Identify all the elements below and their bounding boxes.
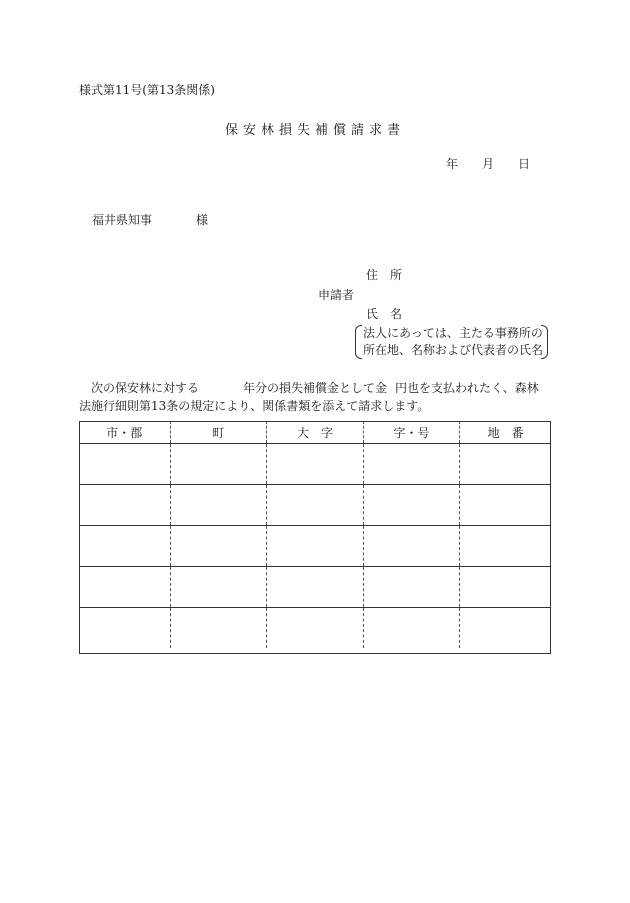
table-cell (79, 526, 170, 567)
table-row (79, 444, 551, 485)
header-aza-number: 字・号 (363, 421, 460, 444)
table-cell (170, 567, 267, 608)
left-bracket (355, 325, 362, 359)
table-cell (79, 608, 170, 649)
table-cell (170, 485, 267, 526)
table-cell (267, 567, 364, 608)
table-cell (363, 567, 460, 608)
corporation-note (355, 325, 548, 359)
header-oaza: 大 字 (267, 421, 364, 444)
header-city-county: 市・郡 (79, 421, 170, 444)
body-text-line-2: 法施行細則第13条の規定により、関係書類を添えて請求します。 (79, 399, 430, 413)
table-cell (460, 444, 551, 485)
table-cell (79, 567, 170, 608)
right-bracket (541, 325, 548, 359)
address-label: 住 所 (366, 268, 403, 282)
table-cell (267, 526, 364, 567)
corp-note-line-2: 所在地、名称および代表者の氏名 (363, 343, 544, 357)
addressee-honorific: 様 (196, 213, 209, 227)
table-cell (460, 567, 551, 608)
table-cell (363, 444, 460, 485)
addressee-name: 福井県知事 (92, 213, 153, 227)
table-header-row (79, 421, 551, 444)
date-year-label: 年 (446, 157, 459, 171)
date-day-label: 日 (518, 157, 531, 171)
corp-note-line-1: 法人にあっては、主たる事務所の (363, 326, 543, 340)
table-cell (460, 485, 551, 526)
body-text-part-1: 次の保安林に対する (91, 381, 200, 395)
header-lot-number: 地 番 (460, 421, 551, 444)
table-cell (267, 444, 364, 485)
table-cell (170, 608, 267, 649)
form-number: 様式第11号(第13条関係) (79, 83, 215, 97)
table-cell (460, 526, 551, 567)
table-cell (267, 608, 364, 649)
header-town: 町 (170, 421, 267, 444)
body-text-part-3: 円也を支払われたく、森林 (395, 381, 539, 395)
table-cell (460, 608, 551, 649)
table-cell (79, 485, 170, 526)
applicant-label: 申請者 (318, 288, 355, 302)
table-cell (267, 485, 364, 526)
table-row (79, 567, 551, 608)
document-title: 保安林損失補償請求書 (224, 123, 405, 138)
table-cell (170, 444, 267, 485)
table-cell (363, 608, 460, 649)
body-text-part-2: 年分の損失補償金として金 (243, 381, 388, 395)
table-row (79, 526, 551, 567)
table-row (79, 608, 551, 649)
date-month-label: 月 (482, 157, 495, 171)
table-cell (363, 485, 460, 526)
land-table (79, 421, 551, 648)
table-row (79, 485, 551, 526)
name-label: 氏 名 (366, 307, 403, 321)
table-cell (79, 444, 170, 485)
table-cell (363, 526, 460, 567)
table-cell (170, 526, 267, 567)
